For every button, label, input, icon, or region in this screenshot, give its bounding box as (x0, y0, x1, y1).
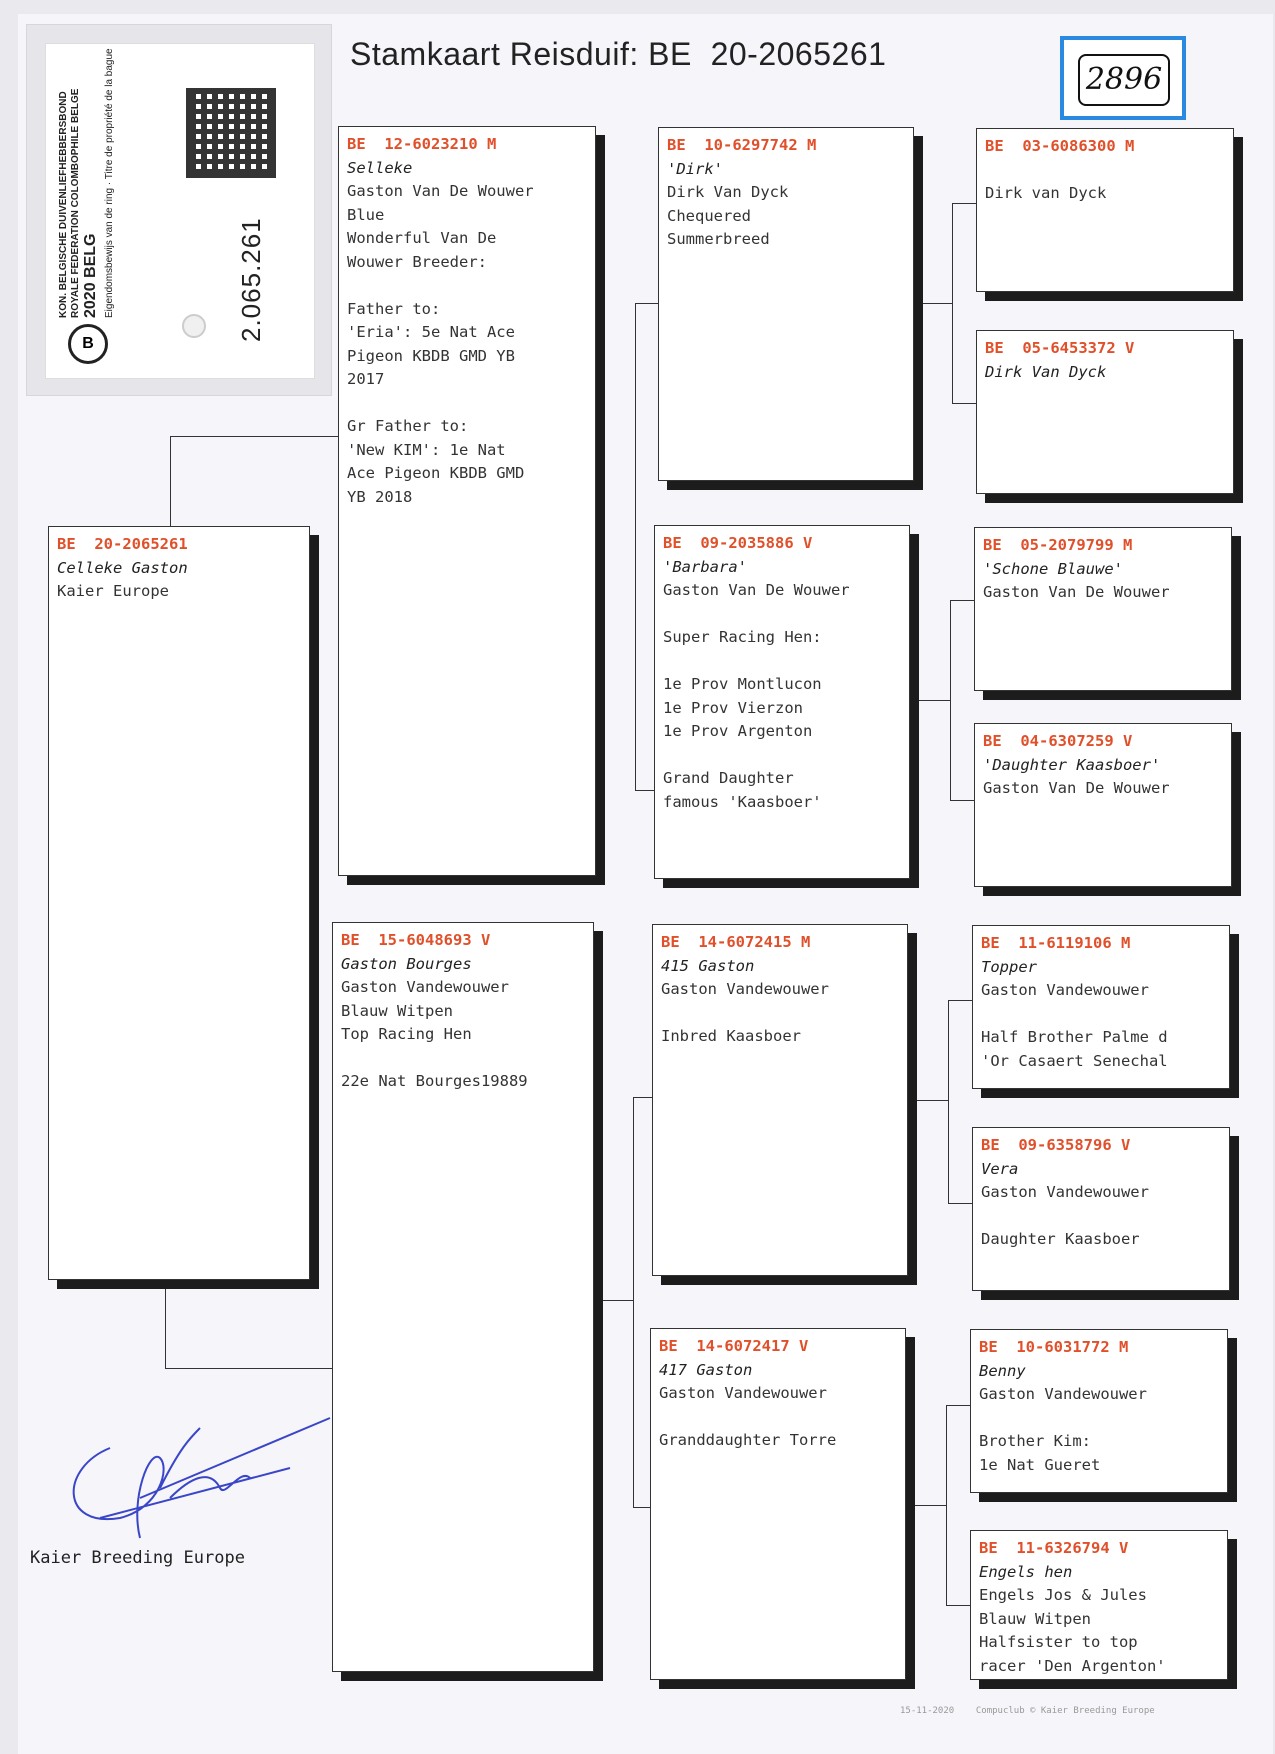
connector-line (596, 1300, 633, 1301)
connector-line (914, 303, 952, 304)
dsd-box (972, 1127, 1230, 1291)
pigeon-info-line (663, 603, 901, 627)
hologram-dot-icon (182, 314, 206, 338)
pigeon-info-line: Pigeon KBDB GMD YB (347, 346, 515, 365)
connector-line (950, 600, 951, 800)
pigeon-info-line: Wouwer Breeder: (347, 252, 487, 271)
pigeon-name: Selleke (347, 158, 413, 177)
page-title: Stamkaart Reisduif: BE 20-2065261 (350, 36, 887, 72)
ring-number: 2.065.261 (236, 217, 266, 342)
connector-line (633, 1507, 650, 1508)
pigeon-name: 'Barbara' (663, 557, 747, 576)
connector-line (952, 203, 953, 403)
dss-box (972, 925, 1230, 1089)
ring-number: BE 04-6307259 V (983, 732, 1133, 750)
dam-box (332, 922, 594, 1672)
pigeon-name: Celleke Gaston (57, 558, 188, 577)
pigeon-name: 'Daughter Kaasboer' (983, 755, 1161, 774)
pigeon-info-line: Top Racing Hen (341, 1025, 472, 1043)
connector-line (908, 1100, 948, 1101)
subject-pigeon-box (48, 526, 310, 1280)
ring-certificate-inner (45, 43, 315, 379)
pigeon-info-line: Grand Daughter (663, 769, 794, 787)
pigeon-info-line: Super Racing Hen: (663, 628, 822, 646)
signature-label: Kaier Breeding Europe (30, 1548, 245, 1568)
pigeon-info-line: Gaston Vandewouwer (981, 981, 1149, 999)
pigeon-info-line: Engels Jos & Jules (979, 1586, 1147, 1604)
pigeon-info-line: Granddaughter Torre (659, 1431, 837, 1449)
pigeon-info-line: 1e Nat Gueret (979, 1455, 1101, 1474)
ddd-box (970, 1530, 1228, 1680)
ring-number: BE 10-6031772 M (979, 1338, 1129, 1356)
pigeon-info-line (347, 392, 587, 416)
footer-text: 15-11-2020 Compuclub © Kaier Breeding Europe (900, 1706, 1155, 1716)
pigeon-info-line: YB 2018 (347, 487, 413, 506)
pigeon-info-line: Gaston Van De Wouwer (983, 583, 1170, 601)
connector-line (950, 800, 974, 801)
pigeon-info-line: Brother Kim: (979, 1432, 1091, 1450)
pigeon-info-line: Halfsister to top (979, 1633, 1138, 1651)
pigeon-info-line: 1e Prov Montlucon (663, 675, 822, 693)
pigeon-info-line: Ace Pigeon KBDB GMD (347, 464, 525, 482)
pigeon-info-line: Gaston Vandewouwer (659, 1384, 827, 1402)
pigeon-info-line: Wonderful Van De (347, 229, 497, 247)
sire-sire-box (658, 127, 914, 481)
connector-line (952, 403, 976, 404)
pigeon-info-line: racer 'Den Argenton' (979, 1656, 1166, 1675)
sdd-box (974, 723, 1232, 887)
connector-line (165, 1288, 166, 1368)
pigeon-name: 417 Gaston (659, 1360, 753, 1379)
pigeon-info-line: Gaston Vandewouwer (341, 978, 509, 996)
pigeon-name: 415 Gaston (661, 956, 755, 975)
pigeon-info-line: famous 'Kaasboer' (663, 792, 822, 811)
pigeon-name: Vera (981, 1159, 1019, 1178)
pigeon-info-line: Gaston Van De Wouwer (663, 581, 850, 599)
ring-certificate-card (26, 24, 332, 396)
pigeon-info-line (341, 1047, 585, 1071)
connector-line (948, 1000, 949, 1203)
pigeon-info-line (663, 744, 901, 768)
pigeon-name: Engels hen (979, 1562, 1073, 1581)
pigeon-info-line: Gaston Vandewouwer (979, 1385, 1147, 1403)
connector-line (633, 1097, 634, 1507)
pigeon-info-line: Dirk van Dyck (985, 184, 1107, 202)
pigeon-name: 'Dirk' (667, 159, 723, 178)
pigeon-info-line: Chequered (667, 206, 751, 225)
ring-number: BE 10-6297742 M (667, 136, 817, 154)
pigeon-info-line: Blauw Witpen (979, 1609, 1091, 1628)
pigeon-name (985, 159, 1225, 183)
pigeon-info-line: Gaston Van De Wouwer (347, 182, 534, 200)
pigeon-name: Topper (981, 957, 1037, 976)
connector-line (635, 790, 654, 791)
federation-logo-icon: B (68, 324, 108, 364)
dam-sire-box (652, 924, 908, 1276)
ssd-box (976, 330, 1234, 494)
ring-number: BE 05-2079799 M (983, 536, 1133, 554)
pigeon-info-line (347, 274, 587, 298)
pigeon-info-line: Inbred Kaasboer (661, 1027, 801, 1045)
ring-number: BE 12-6023210 M (347, 135, 497, 153)
connector-line (635, 303, 658, 304)
pigeon-info-line: Dirk Van Dyck (667, 183, 789, 201)
pigeon-info-line: 22e Nat Bourges19889 (341, 1072, 528, 1090)
ring-number: BE 09-2035886 V (663, 534, 813, 552)
pigeon-info-line (979, 1407, 1219, 1431)
ring-number: BE 11-6119106 M (981, 934, 1131, 952)
pigeon-info-line: Father to: (347, 299, 441, 318)
qr-code-icon (186, 88, 276, 178)
pigeon-info-line: 'New KIM': 1e Nat (347, 440, 506, 459)
pigeon-name: Dirk Van Dyck (985, 362, 1107, 381)
sire-box (338, 126, 596, 876)
sds-box (974, 527, 1232, 691)
pigeon-info-line: Gaston Vandewouwer (981, 1183, 1149, 1201)
connector-line (946, 1605, 970, 1606)
pigeon-info-line: 'Or Casaert Senechal (981, 1051, 1168, 1070)
pigeon-info-line (981, 1003, 1221, 1027)
ring-number: BE 15-6048693 V (341, 931, 491, 949)
ring-number: BE 20-2065261 (57, 535, 188, 553)
connector-line (635, 303, 636, 790)
connector-line (946, 1405, 970, 1406)
pigeon-name: Benny (979, 1361, 1026, 1380)
pigeon-info-line: 'Eria': 5e Nat Ace (347, 323, 515, 341)
connector-line (633, 1097, 652, 1098)
pigeon-info-line: Gaston Van De Wouwer (983, 779, 1170, 797)
pigeon-info-line: Blauw Witpen (341, 1001, 453, 1020)
connector-line (946, 1405, 947, 1605)
handwritten-number-box (1060, 36, 1186, 120)
pigeon-info-line: 1e Prov Argenton (663, 722, 813, 740)
connector-line (950, 600, 974, 601)
connector-line (170, 436, 338, 437)
connector-line (948, 1000, 972, 1001)
pigeon-info-line (661, 1002, 899, 1026)
dam-dam-box (650, 1328, 906, 1680)
pigeon-info-line: Kaier Europe (57, 582, 169, 600)
connector-line (948, 1203, 972, 1204)
federation-name-fr: ROYALE FEDERATION COLOMBOPHILE BELGE (70, 88, 81, 318)
pigeon-name: Gaston Bourges (341, 954, 472, 973)
pigeon-info-line: 2017 (347, 370, 385, 388)
connector-line (910, 700, 950, 701)
pigeon-info-line: Gr Father to: (347, 417, 469, 435)
ring-year-country: 2020 BELG (82, 233, 99, 318)
federation-name-nl: KON. BELGISCHE DUIVENLIEFHEBBERSBOND (58, 91, 69, 318)
ring-number: BE 14-6072417 V (659, 1337, 809, 1355)
pigeon-info-line: 1e Prov Vierzon (663, 698, 803, 717)
pigeon-info-line (981, 1205, 1221, 1229)
connector-line (952, 203, 976, 204)
sss-box (976, 128, 1234, 292)
ring-number: BE 03-6086300 M (985, 137, 1135, 155)
pigeon-info-line: Summerbreed (667, 230, 770, 248)
ring-number: BE 09-6358796 V (981, 1136, 1131, 1154)
connector-line (170, 436, 171, 526)
ring-number: BE 11-6326794 V (979, 1539, 1129, 1557)
ownership-certificate-text: Eigendomsbewijs van de ring · Titre de propriété de la bague (104, 48, 115, 318)
connector-line (906, 1505, 946, 1506)
signature-icon (40, 1408, 340, 1548)
pigeon-info-line: Half Brother Palme d (981, 1028, 1168, 1046)
sire-dam-box (654, 525, 910, 879)
pigeon-name: 'Schone Blauwe' (983, 559, 1123, 578)
pigeon-info-line (663, 650, 901, 674)
connector-line (165, 1368, 335, 1369)
pigeon-info-line (659, 1406, 897, 1430)
pigeon-info-line: Gaston Vandewouwer (661, 980, 829, 998)
dds-box (970, 1329, 1228, 1493)
pigeon-info-line: Blue (347, 205, 385, 224)
ring-number: BE 05-6453372 V (985, 339, 1135, 357)
pigeon-info-line: Daughter Kaasboer (981, 1230, 1140, 1248)
ring-number: BE 14-6072415 M (661, 933, 811, 951)
handwritten-number: 2896 (1078, 54, 1170, 106)
